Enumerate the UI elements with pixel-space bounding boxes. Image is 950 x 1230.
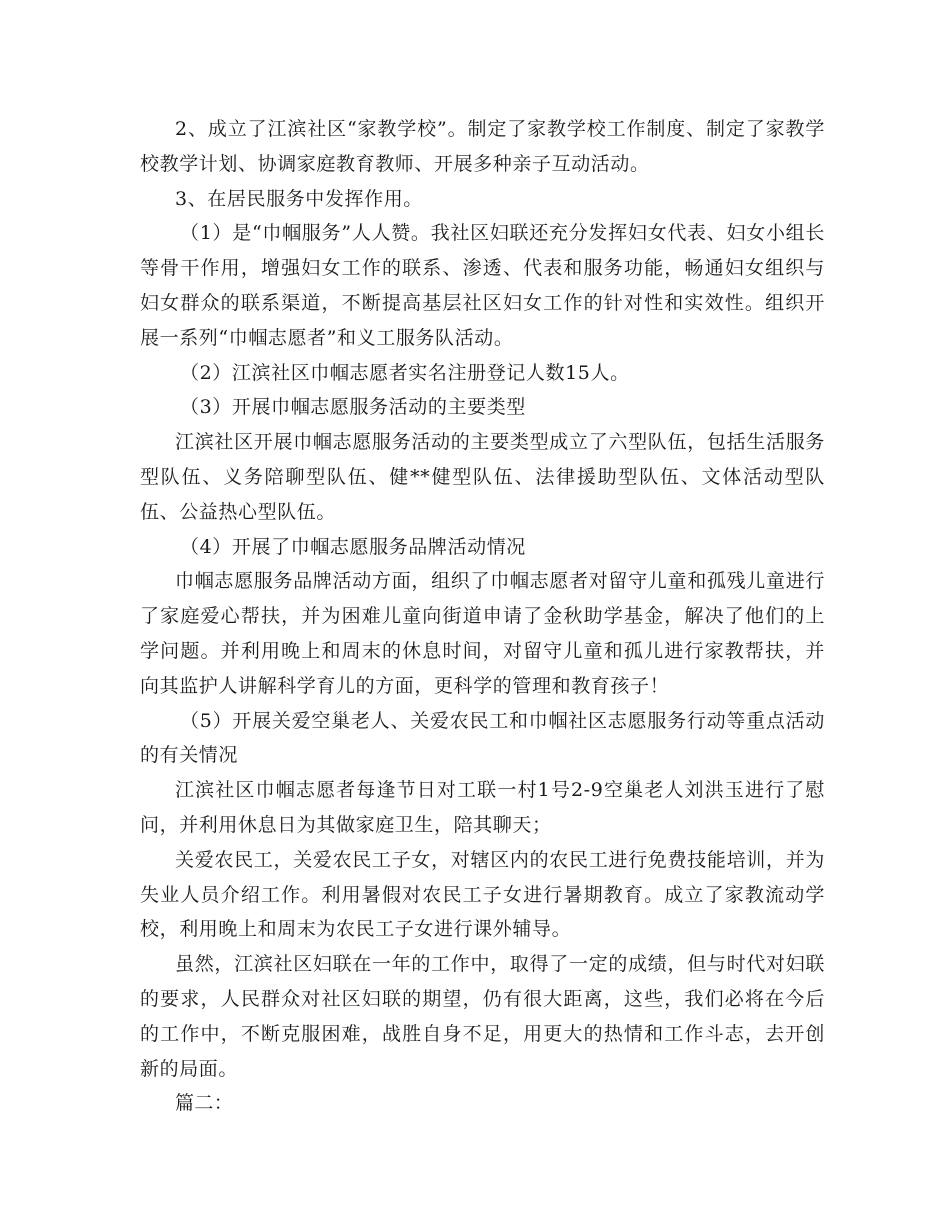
paragraph-resident-service: 3、在居民服务中发挥作用。: [175, 187, 423, 210]
paragraph-item-4: （4）开展了巾帼志愿服务品牌活动情况: [180, 535, 526, 558]
paragraph-brand-activities: 巾帼志愿服务品牌活动方面，组织了巾帼志愿者对留守儿童和孤残儿童进行了家庭爱心帮扶，并为困难儿童向街道申请了金秋助学基金，解决了他们的上学问题。并利用晚上和周末的休息时间，对留守儿童和孤儿进行家教帮扶，并向其监护人讲解科学育儿的方面，更科学的管理和教育孩子！: [140, 570, 825, 697]
document-body: [140, 112, 825, 1121]
paragraph-item-5: （5）开展关爱空巢老人、关爱农民工和巾帼社区志愿服务行动等重点活动的有关情况: [140, 709, 825, 767]
paragraph-summary: 虽然，江滨社区妇联在一年的工作中，取得了一定的成绩，但与时代对妇联的要求，人民群众对社区妇联的期望，仍有很大距离，这些，我们必将在今后的工作中，不断克服困难，战胜自身不足，用更大的热情和工作斗志，去开创新的局面。: [140, 953, 825, 1080]
paragraph-team-types: 江滨社区开展巾帼志愿服务活动的主要类型成立了六型队伍，包括生活服务型队伍、义务陪聊型队伍、健**健型队伍、法律援助型队伍、文体活动型队伍、公益热心型队伍。: [140, 431, 825, 523]
paragraph-item-2: （2）江滨社区巾帼志愿者实名注册登记人数15人。: [180, 361, 630, 384]
paragraph-migrant-workers: 关爱农民工，关爱农民工子女，对辖区内的农民工进行免费技能培训，并为失业人员介绍工作。利用暑假对农民工子女进行暑期教育。成立了家教流动学校，利用晚上和周末为农民工子女进行课外辅导。: [140, 848, 825, 941]
paragraph-home-school: 2、成立了江滨社区“家教学校”。制定了家教学校工作制度、制定了家教学校教学计划、协调家庭教育教师、开展多种亲子互动活动。: [140, 118, 825, 175]
paragraph-item-1: （1）是“巾帼服务”人人赞。我社区妇联还充分发挥妇女代表、妇女小组长等骨干作用，增强妇女工作的联系、渗透、代表和服务功能，畅通妇女组织与妇女群众的联系渠道，不断提高基层社区妇女工作的针对性和实效性。组织开展一系列“巾帼志愿者”和义工服务队活动。: [140, 222, 825, 349]
paragraph-item-3: （3）开展巾帼志愿服务活动的主要类型: [180, 396, 526, 419]
paragraph-section-two: 篇二：: [175, 1092, 234, 1115]
paragraph-elderly-care: 江滨社区巾帼志愿者每逢节日对工联一村1号2-9空巢老人刘洪玉进行了慰问，并利用休息日为其做家庭卫生，陪其聊天；: [140, 779, 825, 836]
